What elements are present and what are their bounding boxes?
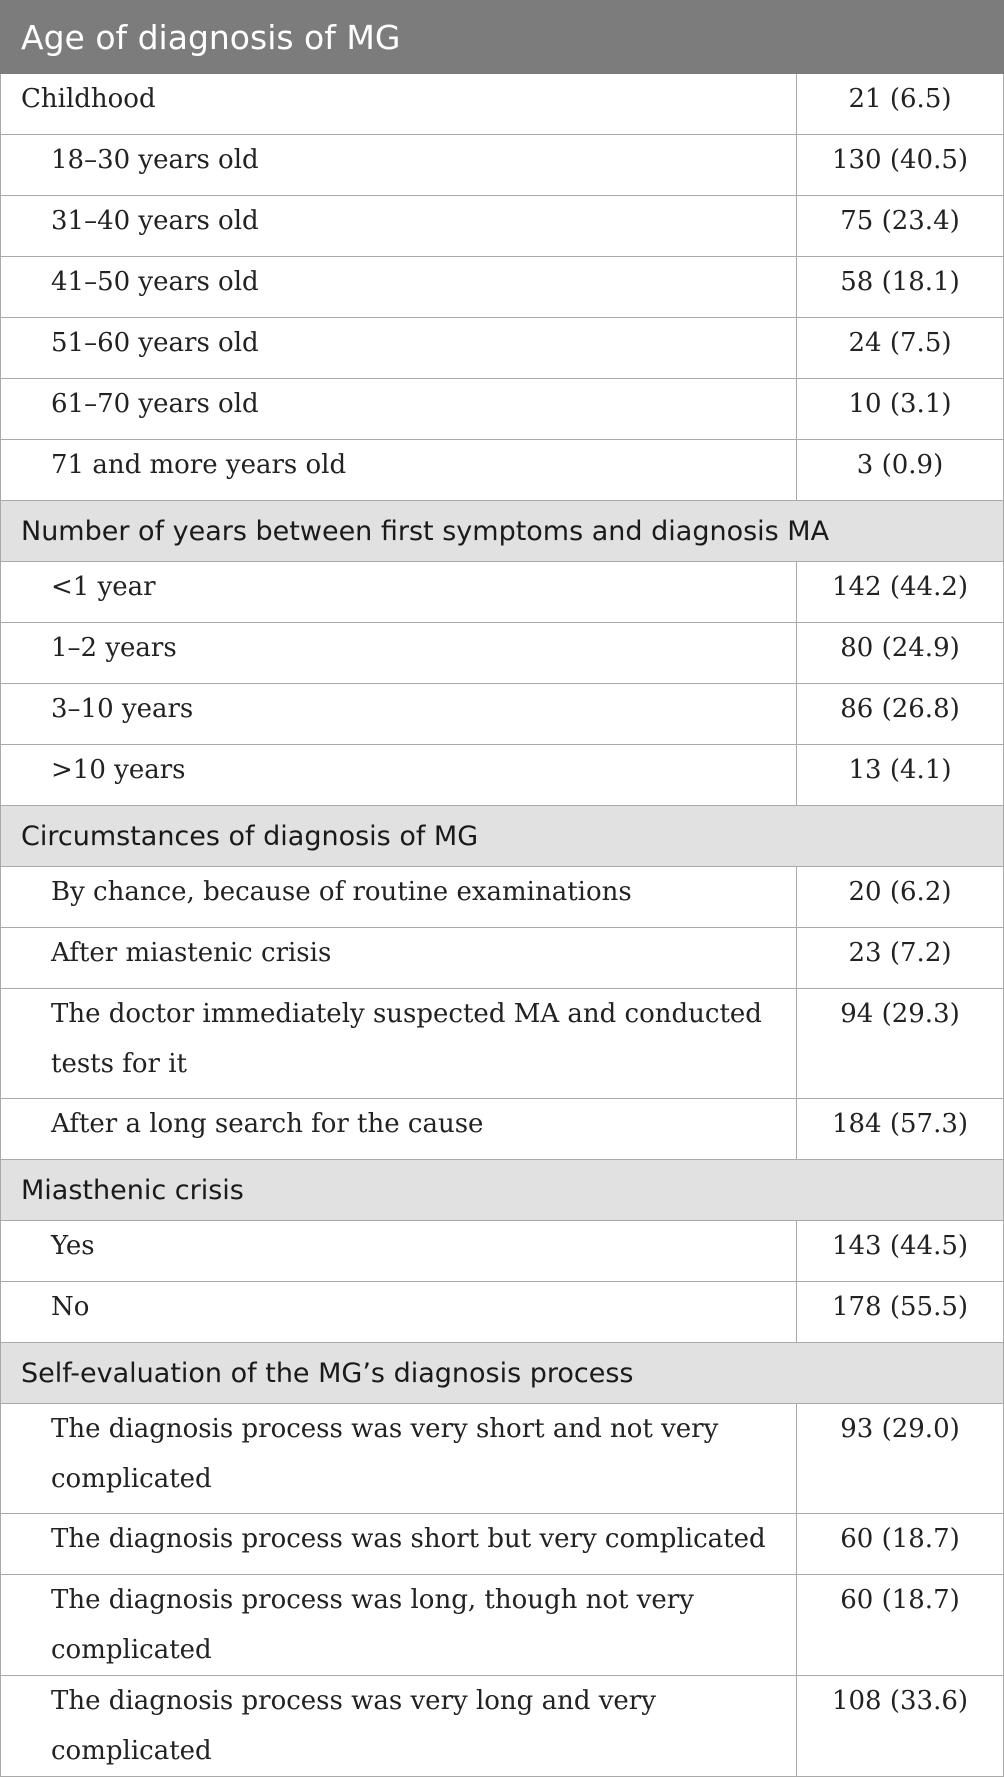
row-label: 18–30 years old: [1, 135, 797, 196]
table-row: [1, 1282, 1004, 1343]
section-header-row: [1, 501, 1004, 562]
row-value: 21 (6.5): [797, 74, 1004, 135]
table-row: [1, 1221, 1004, 1282]
table-row: [1, 1404, 1004, 1514]
table-row: [1, 1099, 1004, 1160]
row-value: 130 (40.5): [797, 135, 1004, 196]
row-label: Childhood: [1, 74, 797, 135]
section-header-row: [1, 1160, 1004, 1221]
row-label: The diagnosis process was very long and very complicated: [1, 1676, 797, 1777]
row-value: 10 (3.1): [797, 379, 1004, 440]
row-label: By chance, because of routine examinations: [1, 867, 797, 928]
row-value: 86 (26.8): [797, 684, 1004, 745]
table-row: [1, 74, 1004, 135]
row-label: The diagnosis process was long, though not very complicated: [1, 1575, 797, 1676]
row-value: 23 (7.2): [797, 928, 1004, 989]
row-value: 178 (55.5): [797, 1282, 1004, 1343]
table-row: [1, 1514, 1004, 1575]
table-row: [1, 989, 1004, 1099]
row-label: >10 years: [1, 745, 797, 806]
row-label: After a long search for the cause: [1, 1099, 797, 1160]
table-row: [1, 928, 1004, 989]
table-row: [1, 745, 1004, 806]
table-row: [1, 1575, 1004, 1676]
row-value: 80 (24.9): [797, 623, 1004, 684]
row-value: 143 (44.5): [797, 1221, 1004, 1282]
section-heading: Miasthenic crisis: [1, 1160, 1004, 1221]
table-row: [1, 562, 1004, 623]
row-label: 1–2 years: [1, 623, 797, 684]
row-value: 184 (57.3): [797, 1099, 1004, 1160]
row-label: <1 year: [1, 562, 797, 623]
row-value: 93 (29.0): [797, 1404, 1004, 1514]
row-label: 3–10 years: [1, 684, 797, 745]
row-value: 24 (7.5): [797, 318, 1004, 379]
table-row: [1, 257, 1004, 318]
row-value: 75 (23.4): [797, 196, 1004, 257]
row-value: 94 (29.3): [797, 989, 1004, 1099]
row-label: 51–60 years old: [1, 318, 797, 379]
table-row: [1, 440, 1004, 501]
row-label: 41–50 years old: [1, 257, 797, 318]
table-row: [1, 1676, 1004, 1777]
table-row: [1, 318, 1004, 379]
row-value: 20 (6.2): [797, 867, 1004, 928]
table-row: [1, 135, 1004, 196]
row-value: 13 (4.1): [797, 745, 1004, 806]
section-header-row: [1, 806, 1004, 867]
row-value: 142 (44.2): [797, 562, 1004, 623]
section-header-row: [1, 1343, 1004, 1404]
row-label: The doctor immediately suspected MA and conducted tests for it: [1, 989, 797, 1099]
table-title: Age of diagnosis of MG: [1, 1, 1004, 74]
row-label: 61–70 years old: [1, 379, 797, 440]
table-row: [1, 196, 1004, 257]
section-heading: Circumstances of diagnosis of MG: [1, 806, 1004, 867]
row-value: 3 (0.9): [797, 440, 1004, 501]
table-row: [1, 623, 1004, 684]
row-value: 108 (33.6): [797, 1676, 1004, 1777]
table-row: [1, 379, 1004, 440]
row-label: The diagnosis process was short but very complicated: [1, 1514, 797, 1575]
table-row: [1, 867, 1004, 928]
section-heading: Self-evaluation of the MG’s diagnosis process: [1, 1343, 1004, 1404]
row-label: No: [1, 1282, 797, 1343]
row-label: After miastenic crisis: [1, 928, 797, 989]
row-value: 60 (18.7): [797, 1514, 1004, 1575]
row-label: 71 and more years old: [1, 440, 797, 501]
row-value: 58 (18.1): [797, 257, 1004, 318]
section-heading: Number of years between first symptoms and diagnosis MA: [1, 501, 1004, 562]
row-label: Yes: [1, 1221, 797, 1282]
row-value: 60 (18.7): [797, 1575, 1004, 1676]
row-label: The diagnosis process was very short and not very complicated: [1, 1404, 797, 1514]
row-label: 31–40 years old: [1, 196, 797, 257]
table-title-row: [1, 1, 1004, 74]
table-row: [1, 684, 1004, 745]
